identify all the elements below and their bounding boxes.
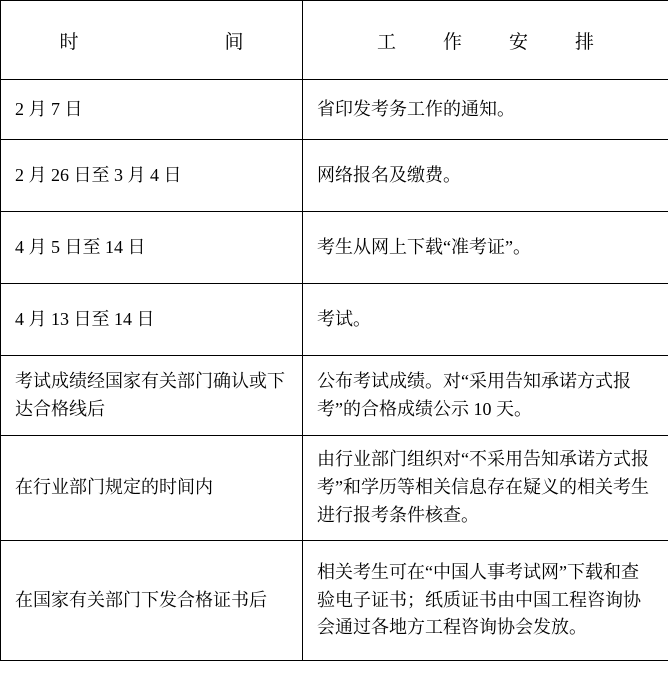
cell-time-text: 2 月 7 日 xyxy=(15,98,83,119)
cell-task-text: 省印发考务工作的通知。 xyxy=(317,98,515,119)
table-row xyxy=(1,80,668,140)
column-header-task: 工 作 安 排 xyxy=(303,1,668,80)
cell-time-text: 4 月 13 日至 14 日 xyxy=(15,308,155,329)
cell-time xyxy=(1,284,303,356)
cell-task xyxy=(303,284,668,356)
cell-task-text: 相关考生可在“中国人事考试网”下载和查验电子证书；纸质证书由中国工程咨询协会通过各地方工程咨询协会发放。 xyxy=(317,561,641,638)
cell-task xyxy=(303,356,668,436)
cell-task-text: 考生从网上下载“准考证”。 xyxy=(317,236,531,257)
table-row xyxy=(1,356,668,436)
cell-time-text: 2 月 26 日至 3 月 4 日 xyxy=(15,164,182,185)
cell-task xyxy=(303,140,668,212)
cell-time-text: 在行业部门规定的时间内 xyxy=(15,477,213,498)
table-header-row xyxy=(1,1,668,80)
cell-time-text: 在国家有关部门下发合格证书后 xyxy=(15,589,267,610)
cell-time xyxy=(1,356,303,436)
cell-task xyxy=(303,541,668,661)
cell-time xyxy=(1,541,303,661)
cell-time xyxy=(1,436,303,541)
column-header-time: 时 间 xyxy=(1,1,303,80)
table-row xyxy=(1,541,668,661)
cell-task-text: 由行业部门组织对“不采用告知承诺方式报考”和学历等相关信息存在疑义的相关考生进行报考条件核查。 xyxy=(317,449,649,525)
cell-task-text: 考试。 xyxy=(317,308,371,329)
cell-time-text: 考试成绩经国家有关部门确认或下达合格线后 xyxy=(15,370,285,419)
cell-time xyxy=(1,212,303,284)
table-row xyxy=(1,212,668,284)
table-row xyxy=(1,436,668,541)
cell-time xyxy=(1,140,303,212)
table-row xyxy=(1,284,668,356)
cell-task xyxy=(303,80,668,140)
cell-time-text: 4 月 5 日至 14 日 xyxy=(15,236,146,257)
cell-task xyxy=(303,212,668,284)
cell-task-text: 公布考试成绩。对“采用告知承诺方式报考”的合格成绩公示 10 天。 xyxy=(317,370,631,419)
cell-time xyxy=(1,80,303,140)
cell-task xyxy=(303,436,668,541)
cell-task-text: 网络报名及缴费。 xyxy=(317,164,461,185)
table-row xyxy=(1,140,668,212)
